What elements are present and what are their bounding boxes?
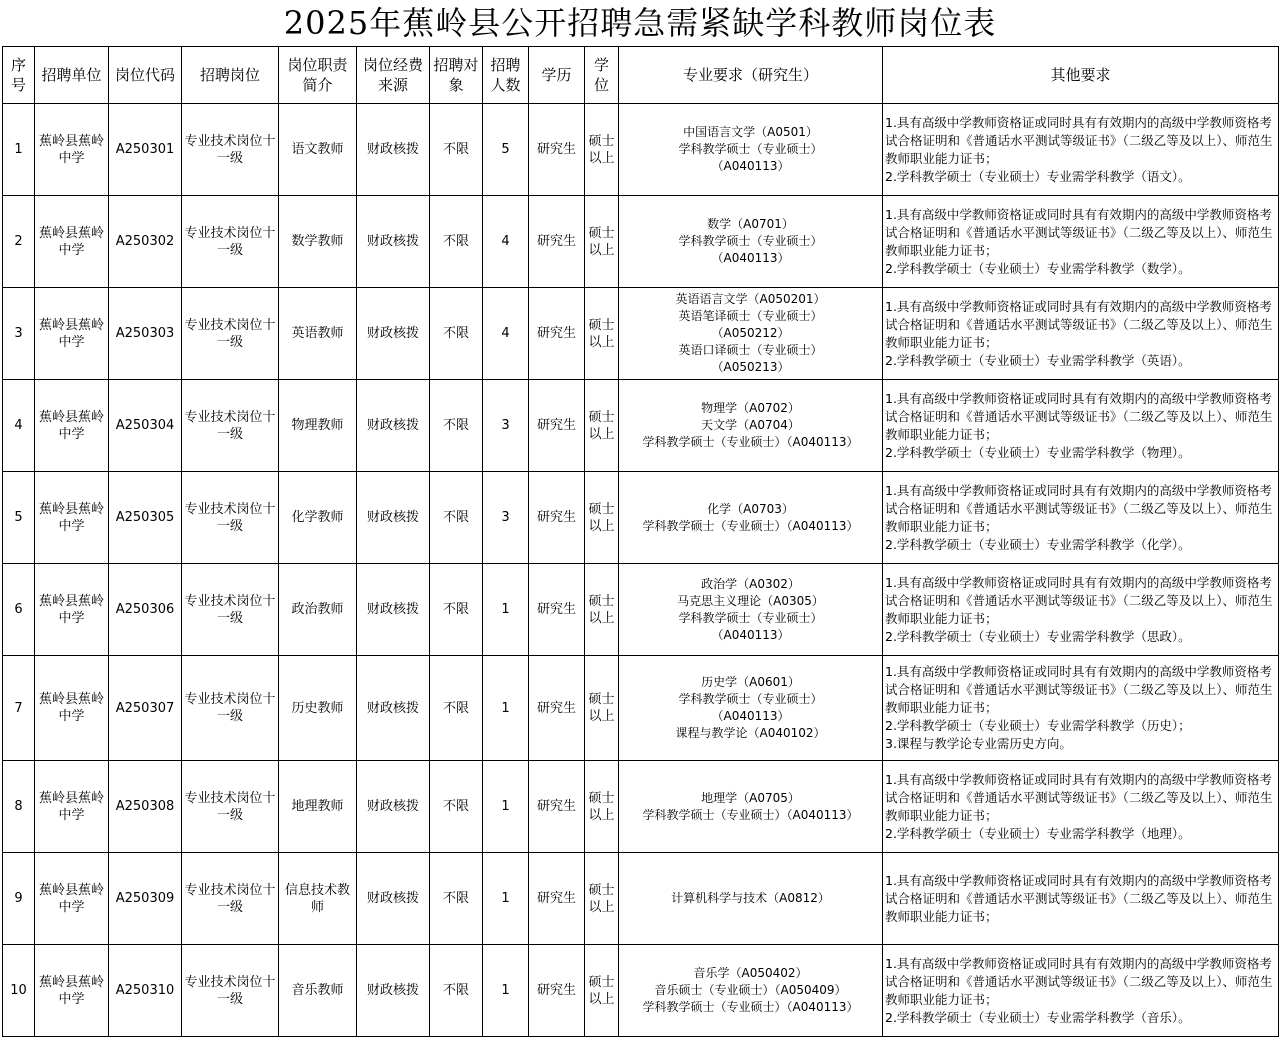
- cell-degree: 硕士以上: [585, 945, 619, 1037]
- cell-no: 10: [3, 945, 35, 1037]
- header-unit: 招聘单位: [35, 47, 109, 104]
- requirement-line: 1.具有高级中学教师资格证或同时具有有效期内的高级中学教师资格考试合格证明和《普通话水平测试等级证书》（二级乙等及以上）、师范生教师职业能力证书；: [885, 206, 1273, 258]
- major-line: 中国语言文学（A0501）: [683, 125, 818, 139]
- cell-education: 研究生: [529, 104, 585, 196]
- cell-other: [883, 472, 1279, 564]
- cell-no: 1: [3, 104, 35, 196]
- cell-code: A250302: [109, 196, 182, 288]
- table-row: [3, 564, 1279, 656]
- table-row: [3, 656, 1279, 761]
- cell-other: [883, 288, 1279, 380]
- cell-target: 不限: [430, 945, 483, 1037]
- cell-other: [883, 564, 1279, 656]
- cell-major: [619, 853, 883, 945]
- cell-post: 专业技术岗位十一级: [182, 853, 279, 945]
- table-row: [3, 761, 1279, 853]
- cell-count: 4: [483, 288, 529, 380]
- cell-target: 不限: [430, 196, 483, 288]
- major-line: 学科教学硕士（专业硕士）（A040113）: [642, 518, 859, 533]
- cell-fund: 财政核拨: [357, 945, 430, 1037]
- cell-target: 不限: [430, 853, 483, 945]
- cell-no: 7: [3, 656, 35, 761]
- cell-fund: 财政核拨: [357, 761, 430, 853]
- cell-no: 5: [3, 472, 35, 564]
- requirement-line: 1.具有高级中学教师资格证或同时具有有效期内的高级中学教师资格考试合格证明和《普通话水平测试等级证书》（二级乙等及以上）、师范生教师职业能力证书；: [885, 574, 1273, 626]
- cell-count: 1: [483, 853, 529, 945]
- requirement-line: 2.学科教学硕士（专业硕士）专业需学科教学（数学）。: [885, 260, 1191, 276]
- cell-code: A250304: [109, 380, 182, 472]
- header-code: 岗位代码: [109, 47, 182, 104]
- cell-unit: 蕉岭县蕉岭中学: [35, 564, 109, 656]
- cell-duty: 物理教师: [279, 380, 357, 472]
- cell-unit: 蕉岭县蕉岭中学: [35, 104, 109, 196]
- header-post: 招聘岗位: [182, 47, 279, 104]
- cell-post: 专业技术岗位十一级: [182, 656, 279, 761]
- header-education: 学历: [529, 47, 585, 104]
- requirement-line: 1.具有高级中学教师资格证或同时具有有效期内的高级中学教师资格考试合格证明和《普通话水平测试等级证书》（二级乙等及以上）、师范生教师职业能力证书；: [885, 872, 1273, 924]
- cell-fund: 财政核拨: [357, 196, 430, 288]
- table-row: [3, 945, 1279, 1037]
- cell-major: [619, 656, 883, 761]
- cell-count: 1: [483, 945, 529, 1037]
- cell-no: 3: [3, 288, 35, 380]
- cell-degree: 硕士以上: [585, 564, 619, 656]
- cell-education: 研究生: [529, 380, 585, 472]
- major-line: （A040113）: [711, 709, 790, 723]
- cell-other: [883, 380, 1279, 472]
- cell-post: 专业技术岗位十一级: [182, 761, 279, 853]
- table-row: [3, 196, 1279, 288]
- cell-target: 不限: [430, 288, 483, 380]
- header-degree: 学位: [585, 47, 619, 104]
- cell-target: 不限: [430, 380, 483, 472]
- cell-major: [619, 196, 883, 288]
- cell-unit: 蕉岭县蕉岭中学: [35, 853, 109, 945]
- cell-duty: 音乐教师: [279, 945, 357, 1037]
- major-line: 英语语言文学（A050201）: [675, 292, 826, 306]
- requirement-line: 2.学科教学硕士（专业硕士）专业需学科教学（物理）。: [885, 444, 1191, 460]
- major-line: 化学（A0703）: [707, 501, 794, 516]
- major-line: 学科教学硕士（专业硕士）: [678, 692, 823, 706]
- major-line: 英语笔译硕士（专业硕士）: [678, 309, 823, 323]
- header-no: 序号: [3, 47, 35, 104]
- cell-other: [883, 945, 1279, 1037]
- table-row: [3, 104, 1279, 196]
- cell-fund: 财政核拨: [357, 380, 430, 472]
- requirement-line: 1.具有高级中学教师资格证或同时具有有效期内的高级中学教师资格考试合格证明和《普通话水平测试等级证书》（二级乙等及以上）、师范生教师职业能力证书；: [885, 298, 1273, 350]
- cell-no: 9: [3, 853, 35, 945]
- major-line: 计算机科学与技术（A0812）: [671, 891, 830, 905]
- table-body: [3, 104, 1279, 1037]
- cell-count: 3: [483, 472, 529, 564]
- cell-duty: 信息技术教师: [279, 853, 357, 945]
- cell-major: [619, 945, 883, 1037]
- positions-table: [2, 46, 1279, 1037]
- cell-unit: 蕉岭县蕉岭中学: [35, 380, 109, 472]
- cell-no: 4: [3, 380, 35, 472]
- requirement-line: 2.学科教学硕士（专业硕士）专业需学科教学（英语）。: [885, 352, 1191, 368]
- cell-count: 1: [483, 564, 529, 656]
- cell-code: A250310: [109, 945, 182, 1037]
- requirement-line: 2.学科教学硕士（专业硕士）专业需学科教学（音乐）。: [885, 1009, 1191, 1025]
- cell-education: 研究生: [529, 564, 585, 656]
- major-line: 物理学（A0702）: [701, 401, 800, 415]
- cell-degree: 硕士以上: [585, 380, 619, 472]
- cell-no: 8: [3, 761, 35, 853]
- cell-post: 专业技术岗位十一级: [182, 288, 279, 380]
- cell-major: [619, 288, 883, 380]
- major-line: （A040113）: [711, 251, 790, 265]
- major-line: 天文学（A0704）: [701, 418, 800, 432]
- cell-fund: 财政核拨: [357, 656, 430, 761]
- header-target: 招聘对象: [430, 47, 483, 104]
- cell-unit: 蕉岭县蕉岭中学: [35, 761, 109, 853]
- cell-code: A250307: [109, 656, 182, 761]
- major-line: 马克思主义理论（A0305）: [677, 593, 824, 608]
- table-header-row: [3, 47, 1279, 104]
- requirement-line: 1.具有高级中学教师资格证或同时具有有效期内的高级中学教师资格考试合格证明和《普通话水平测试等级证书》（二级乙等及以上）、师范生教师职业能力证书；: [885, 114, 1273, 166]
- cell-major: [619, 380, 883, 472]
- cell-degree: 硕士以上: [585, 288, 619, 380]
- cell-other: [883, 196, 1279, 288]
- header-count: 招聘人数: [483, 47, 529, 104]
- cell-unit: 蕉岭县蕉岭中学: [35, 196, 109, 288]
- cell-education: 研究生: [529, 761, 585, 853]
- cell-count: 5: [483, 104, 529, 196]
- cell-degree: 硕士以上: [585, 853, 619, 945]
- cell-duty: 语文教师: [279, 104, 357, 196]
- requirement-line: 2.学科教学硕士（专业硕士）专业需学科教学（化学）。: [885, 536, 1191, 552]
- cell-target: 不限: [430, 656, 483, 761]
- requirement-line: 2.学科教学硕士（专业硕士）专业需学科教学（语文）。: [885, 168, 1191, 184]
- requirement-line: 1.具有高级中学教师资格证或同时具有有效期内的高级中学教师资格考试合格证明和《普通话水平测试等级证书》（二级乙等及以上）、师范生教师职业能力证书；: [885, 390, 1273, 442]
- cell-post: 专业技术岗位十一级: [182, 945, 279, 1037]
- cell-count: 4: [483, 196, 529, 288]
- major-line: 地理学（A0705）: [701, 790, 800, 805]
- cell-code: A250308: [109, 761, 182, 853]
- major-line: 音乐硕士（专业硕士）（A050409）: [654, 983, 847, 997]
- cell-count: 1: [483, 656, 529, 761]
- cell-target: 不限: [430, 472, 483, 564]
- cell-education: 研究生: [529, 853, 585, 945]
- major-line: 学科教学硕士（专业硕士）（A040113）: [642, 807, 859, 822]
- cell-post: 专业技术岗位十一级: [182, 380, 279, 472]
- cell-education: 研究生: [529, 288, 585, 380]
- cell-post: 专业技术岗位十一级: [182, 196, 279, 288]
- cell-duty: 政治教师: [279, 564, 357, 656]
- cell-target: 不限: [430, 761, 483, 853]
- cell-target: 不限: [430, 564, 483, 656]
- requirement-line: 2.学科教学硕士（专业硕士）专业需学科教学（思政）。: [885, 628, 1191, 644]
- cell-post: 专业技术岗位十一级: [182, 564, 279, 656]
- cell-unit: 蕉岭县蕉岭中学: [35, 656, 109, 761]
- cell-no: 2: [3, 196, 35, 288]
- major-line: 学科教学硕士（专业硕士）（A040113）: [642, 435, 859, 449]
- cell-fund: 财政核拨: [357, 104, 430, 196]
- major-line: （A050213）: [711, 360, 790, 374]
- cell-unit: 蕉岭县蕉岭中学: [35, 945, 109, 1037]
- cell-degree: 硕士以上: [585, 656, 619, 761]
- requirement-line: 1.具有高级中学教师资格证或同时具有有效期内的高级中学教师资格考试合格证明和《普通话水平测试等级证书》（二级乙等及以上）、师范生教师职业能力证书；: [885, 482, 1273, 534]
- cell-fund: 财政核拨: [357, 564, 430, 656]
- header-major: 专业要求（研究生）: [619, 47, 883, 104]
- major-line: 学科教学硕士（专业硕士）（A040113）: [642, 1000, 859, 1014]
- cell-education: 研究生: [529, 196, 585, 288]
- cell-major: [619, 104, 883, 196]
- requirement-line: 1.具有高级中学教师资格证或同时具有有效期内的高级中学教师资格考试合格证明和《普通话水平测试等级证书》（二级乙等及以上）、师范生教师职业能力证书；: [885, 664, 1273, 715]
- cell-education: 研究生: [529, 472, 585, 564]
- cell-unit: 蕉岭县蕉岭中学: [35, 472, 109, 564]
- requirement-line: 3.课程与教学论专业需历史方向。: [885, 736, 1072, 751]
- cell-other: [883, 656, 1279, 761]
- cell-duty: 地理教师: [279, 761, 357, 853]
- cell-fund: 财政核拨: [357, 472, 430, 564]
- requirement-line: 2.学科教学硕士（专业硕士）专业需学科教学（地理）。: [885, 825, 1191, 841]
- header-other: 其他要求: [883, 47, 1279, 104]
- cell-code: A250305: [109, 472, 182, 564]
- cell-major: [619, 761, 883, 853]
- requirement-line: 1.具有高级中学教师资格证或同时具有有效期内的高级中学教师资格考试合格证明和《普通话水平测试等级证书》（二级乙等及以上）、师范生教师职业能力证书；: [885, 771, 1273, 823]
- requirement-line: 2.学科教学硕士（专业硕士）专业需学科教学（历史）；: [885, 718, 1191, 733]
- header-fund: 岗位经费来源: [357, 47, 430, 104]
- cell-count: 3: [483, 380, 529, 472]
- cell-duty: 化学教师: [279, 472, 357, 564]
- cell-degree: 硕士以上: [585, 472, 619, 564]
- page-title: 2025年蕉岭县公开招聘急需紧缺学科教师岗位表: [283, 4, 997, 42]
- major-line: 学科教学硕士（专业硕士）: [678, 234, 823, 248]
- major-line: （A050212）: [711, 326, 790, 340]
- major-line: （A040113）: [711, 159, 790, 173]
- cell-target: 不限: [430, 104, 483, 196]
- cell-duty: 历史教师: [279, 656, 357, 761]
- major-line: （A040113）: [711, 627, 790, 642]
- cell-degree: 硕士以上: [585, 196, 619, 288]
- cell-fund: 财政核拨: [357, 288, 430, 380]
- table-row: [3, 853, 1279, 945]
- cell-code: A250306: [109, 564, 182, 656]
- cell-count: 1: [483, 761, 529, 853]
- table-row: [3, 380, 1279, 472]
- cell-unit: 蕉岭县蕉岭中学: [35, 288, 109, 380]
- table-row: [3, 288, 1279, 380]
- major-line: 音乐学（A050402）: [693, 966, 808, 980]
- cell-post: 专业技术岗位十一级: [182, 472, 279, 564]
- cell-duty: 数学教师: [279, 196, 357, 288]
- requirement-line: 1.具有高级中学教师资格证或同时具有有效期内的高级中学教师资格考试合格证明和《普通话水平测试等级证书》（二级乙等及以上）、师范生教师职业能力证书；: [885, 955, 1273, 1007]
- header-duty: 岗位职责简介: [279, 47, 357, 104]
- table-row: [3, 472, 1279, 564]
- major-line: 学科教学硕士（专业硕士）: [678, 610, 823, 625]
- cell-other: [883, 104, 1279, 196]
- cell-degree: 硕士以上: [585, 761, 619, 853]
- cell-major: [619, 564, 883, 656]
- major-line: 数学（A0701）: [707, 217, 794, 231]
- major-line: 学科教学硕士（专业硕士）: [678, 142, 823, 156]
- cell-code: A250303: [109, 288, 182, 380]
- cell-major: [619, 472, 883, 564]
- major-line: 政治学（A0302）: [701, 576, 800, 591]
- cell-code: A250301: [109, 104, 182, 196]
- cell-no: 6: [3, 564, 35, 656]
- cell-other: [883, 761, 1279, 853]
- major-line: 英语口译硕士（专业硕士）: [678, 343, 823, 357]
- cell-degree: 硕士以上: [585, 104, 619, 196]
- cell-education: 研究生: [529, 656, 585, 761]
- cell-code: A250309: [109, 853, 182, 945]
- major-line: 课程与教学论（A040102）: [675, 726, 826, 740]
- cell-duty: 英语教师: [279, 288, 357, 380]
- cell-other: [883, 853, 1279, 945]
- major-line: 历史学（A0601）: [701, 675, 800, 689]
- cell-fund: 财政核拨: [357, 853, 430, 945]
- cell-post: 专业技术岗位十一级: [182, 104, 279, 196]
- cell-education: 研究生: [529, 945, 585, 1037]
